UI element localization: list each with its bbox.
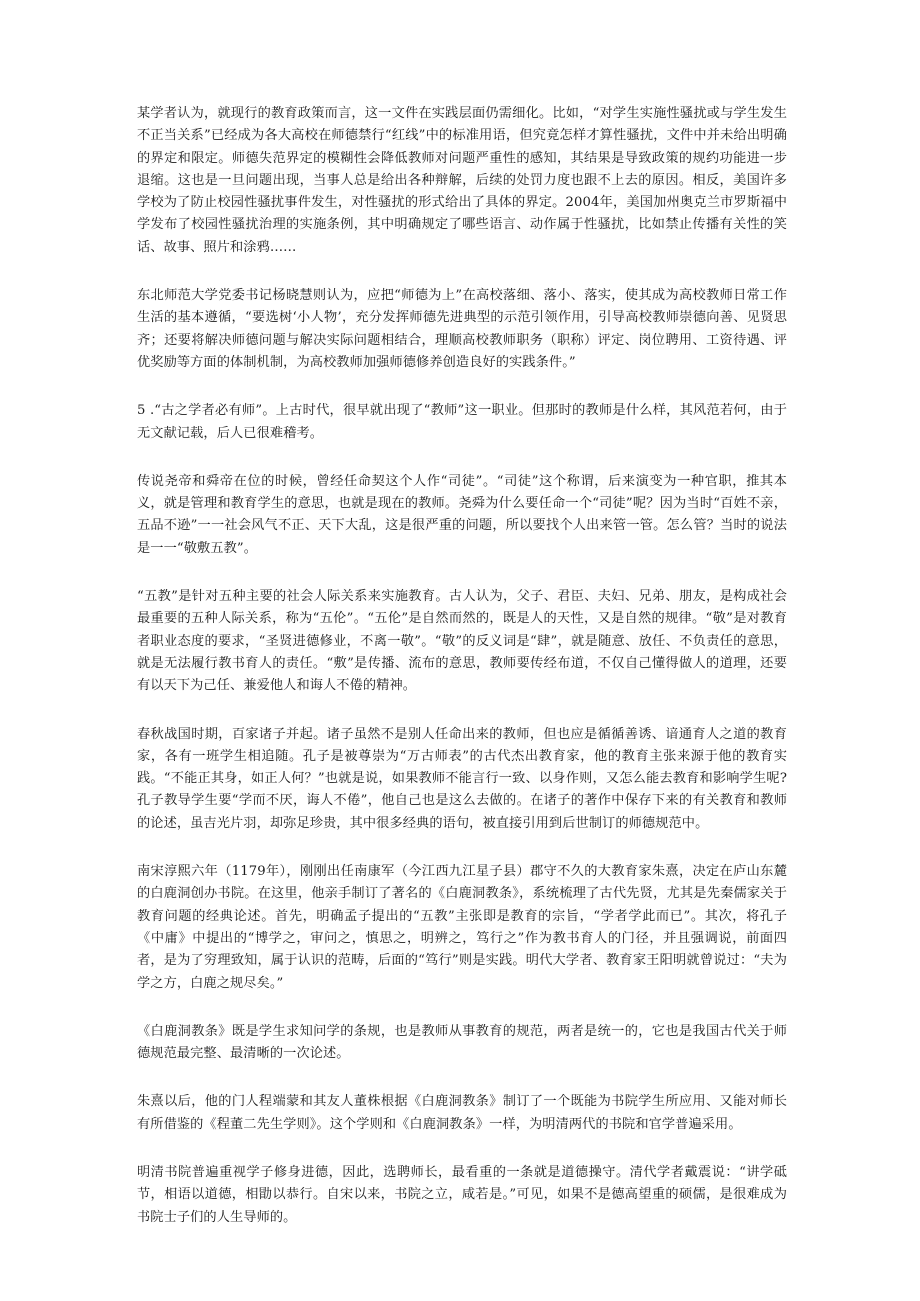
paragraph-9: 朱熹以后，他的门人程端蒙和其友人董株根据《白鹿洞教条》制订了一个既能为书院学生所应用、又能对师长有所借鉴的《程董二先生学则》。这个学则和《白鹿洞教条》一样，为明清两代的书院和官学普遍采用。 — [137, 1094, 787, 1132]
paragraph-2: 东北师范大学党委书记杨晓慧则认为，应把“师德为上”在高校落细、落小、落实，使其成为高校教师日常工作生活的基本遵循，“要选树‘小人物’，充分发挥师德先进典型的示范引领作用，引导高校教师崇德向善、见贤思齐；还要将解决师德问题与解决实际问题相结合，理顺高校教师职务（职称）评定、岗位聘用、工资待遇、评优奖励等方面的体制机制，为高校教师加强师德修养创造良好的实践条件。” — [137, 288, 787, 370]
paragraph-3: 5 .“古之学者必有师”。上古时代，很早就出现了“教师”这一职业。但那时的教师是什么样，其风范若何，由于无文献记载，后人已很难稽考。 — [137, 403, 787, 441]
paragraph-4: 传说尧帝和舜帝在位的时候，曾经任命契这个人作“司徒”。“司徒”这个称谓，后来演变为一种官职，推其本义，就是管理和教育学生的意思，也就是现在的教师。尧舜为什么要任命一个“司徒”呢？因为当时“百姓不亲，五品不逊”一一社会风气不正、天下大乱，这是很严重的问题，所以要找个人出来管一管。怎么管？当时的说法是一一“敬敷五教”。 — [137, 473, 787, 556]
paragraph-10: 明清书院普遍重视学子修身进德，因此，选聘师长，最看重的一条就是道德操守。清代学者戴震说：“讲学砥节，相语以道德，相勖以恭行。自宋以来，书院之立，咸若是。”可见，如果不是德高望重的硕儒，是很难成为书院士子们的人生导师的。 — [137, 1164, 787, 1225]
paragraph-5: “五教”是针对五种主要的社会人际关系来实施教育。古人认为，父子、君臣、夫妇、兄弟、朋友，是构成社会最重要的五种人际关系，称为“五伦”。“五伦”是自然而然的，既是人的天性，又是自然的规律。“敬”是对教育者职业态度的要求，“圣贤进德修业，不离一敬”。“敬”的反义词是“肆”，就是随意、放任、不负责任的意思，就是无法履行教书育人的责任。“敷”是传播、流布的意思，教师要传经布道，不仅自己懂得做人的道理，还要有以天下为己任、兼爱他人和诲人不倦的精神。 — [137, 589, 787, 694]
document-body — [137, 103, 787, 1255]
paragraph-7: 南宋淳熙六年（1179年），刚刚出任南康军（今江西九江星子县）郡守不久的大教育家朱熹，决定在庐山东麓的白鹿洞创办书院。在这里，他亲手制订了著名的《白鹿洞教条》，系统梳理了古代先贤，尤其是先秦儒家关于教育问题的经典论述。首先，明确孟子提出的“五教”主张即是教育的宗旨，“学者学此而已”。其次，将孔子《中庸》中提出的“博学之，审问之，慎思之，明辨之，笃行之”作为教书育人的门径，并且强调说，前面四者，是为了穷理致知，属于认识的范畴，后面的“笃行”则是实践。明代大学者、教育家王阳明就曾说过：“夫为学之方，白鹿之规尽矣。” — [137, 864, 787, 991]
paragraph-1: 某学者认为，就现行的教育政策而言，这一文件在实践层面仍需细化。比如，“对学生实施性骚扰或与学生发生不正当关系”已经成为各大高校在师德禁行“红线”中的标准用语，但究竟怎样才算性骚扰，文件中并未给出明确的界定和限定。师德失范界定的模糊性会降低教师对问题严重性的感知，其结果是导致政策的规约功能进一步退缩。这也是一旦问题出现，当事人总是给出各种辩解，后续的处罚力度也跟不上去的原因。相反，美国许多学校为了防止校园性骚扰事件发生，对性骚扰的形式给出了具体的界定。2004年，美国加州奥克兰市罗斯福中学发布了校园性骚扰治理的实施条例，其中明确规定了哪些语言、动作属于性骚扰，比如禁止传播有关性的笑话、故事、照片和涂鸦…… — [137, 106, 787, 255]
paragraph-8: 《白鹿洞教条》既是学生求知问学的条规，也是教师从事教育的规范，两者是统一的，它也是我国古代关于师德规范最完整、最清晰的一次论述。 — [137, 1023, 787, 1062]
paragraph-6: 春秋战国时期，百家诸子并起。诸子虽然不是别人任命出来的教师，但也应是循循善诱、谙通育人之道的教育家，各有一班学生相追随。孔子是被尊崇为“万古师表”的古代杰出教育家，他的教育主张来源于他的教育实践。“不能正其身，如正人何？”也就是说，如果教师不能言行一致、以身作则，又怎么能去教育和影响学生呢?孔子教导学生要“学而不厌，诲人不倦”，他自己也是这么去做的。在诸子的著作中保存下来的有关教育和教师的论述，虽吉光片羽，却弥足珍贵，其中很多经典的语句，被直接引用到后世制订的师德规范中。 — [137, 726, 787, 831]
